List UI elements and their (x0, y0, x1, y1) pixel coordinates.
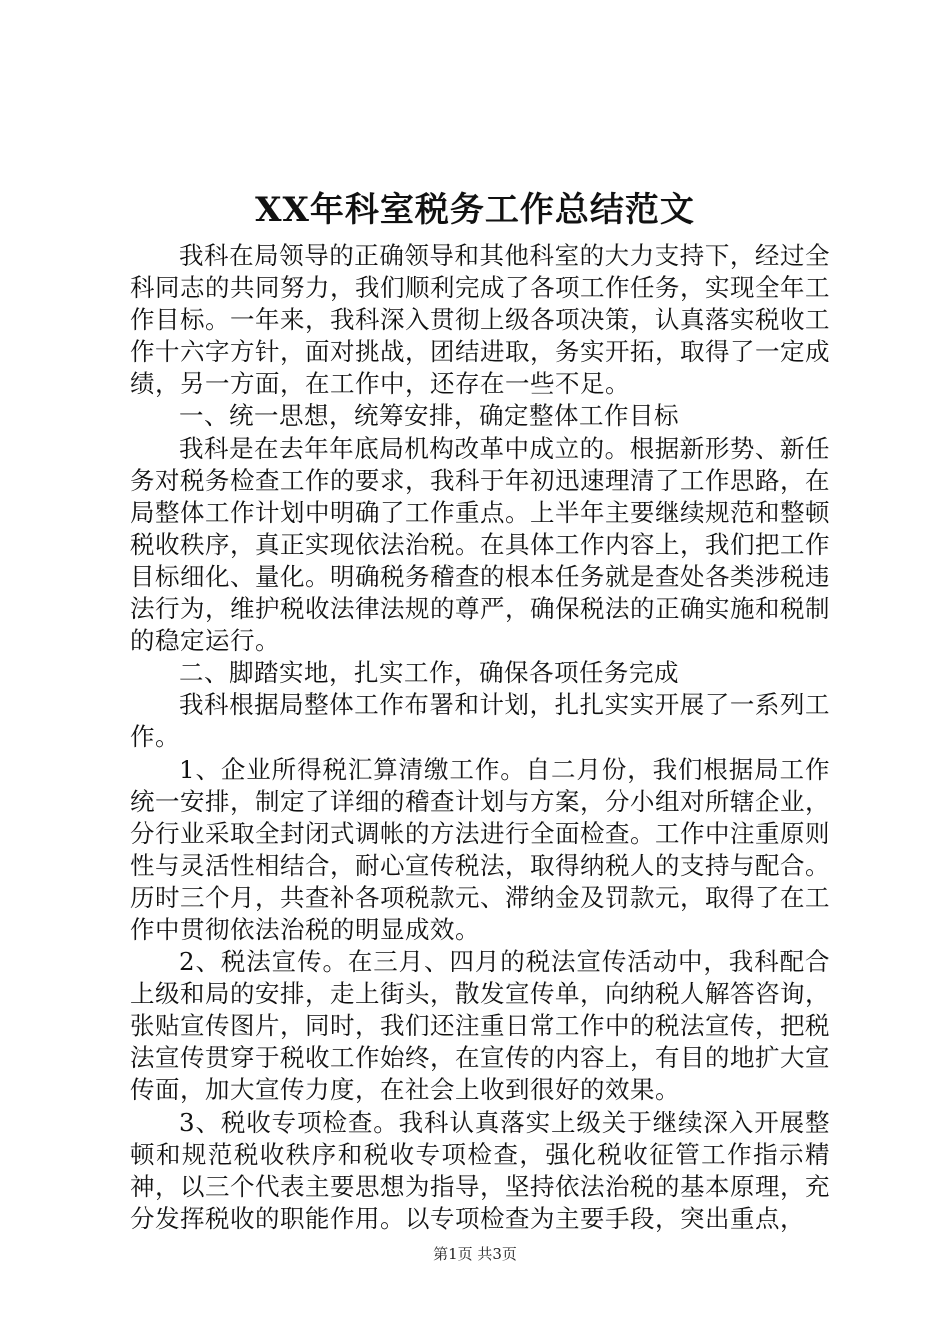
document-title: XX年科室税务工作总结范文 (255, 190, 695, 230)
document-body (130, 240, 830, 1235)
page-footer: 第1页 共3页 (433, 1245, 517, 1263)
item-1-paragraph: 1、企业所得税汇算清缴工作。自二月份，我们根据局工作统一安排，制定了详细的稽查计划与方案，分小组对所辖企业，分行业采取全封闭式调帐的方法进行全面检查。工作中注重原则性与灵活性相结合，耐心宣传税法，取得纳税人的支持与配合。历时三个月，共查补各项税款元、滞纳金及罚款元，取得了在工作中贯彻依法治税的明显成效。 (130, 754, 830, 944)
section-2-intro-paragraph: 我科根据局整体工作布署和计划，扎扎实实开展了一系列工作。 (130, 690, 830, 752)
intro-paragraph: 我科在局领导的正确领导和其他科室的大力支持下，经过全科同志的共同努力，我们顺利完成了各项工作任务，实现全年工作目标。一年来，我科深入贯彻上级各项决策，认真落实税收工作十六字方针，面对挑战，团结进取，务实开拓，取得了一定成绩，另一方面，在工作中，还存在一些不足。 (130, 241, 830, 399)
item-2-paragraph: 2、税法宣传。在三月、四月的税法宣传活动中，我科配合上级和局的安排，走上街头，散发宣传单，向纳税人解答咨询，张贴宣传图片，同时，我们还注重日常工作中的税法宣传，把税法宣传贯穿于税收工作始终，在宣传的内容上，有目的地扩大宣传面，加大宣传力度，在社会上收到很好的效果。 (130, 947, 830, 1105)
section-heading-2: 二、脚踏实地，扎实工作，确保各项任务完成 (179, 658, 679, 688)
section-heading-1: 一、统一思想，统筹安排，确定整体工作目标 (179, 401, 679, 431)
section-1-paragraph: 我科是在去年年底局机构改革中成立的。根据新形势、新任务对税务检查工作的要求，我科于年初迅速理清了工作思路，在局整体工作计划中明确了工作重点。上半年主要继续规范和整顿税收秩序，真正实现依法治税。在具体工作内容上，我们把工作目标细化、量化。明确税务稽查的根本任务就是查处各类涉税违法行为，维护税收法律法规的尊严，确保税法的正确实施和税制的稳定运行。 (130, 433, 830, 656)
item-3-paragraph: 3、税收专项检查。我科认真落实上级关于继续深入开展整顿和规范税收秩序和税收专项检查，强化税收征管工作指示精神，以三个代表主要思想为指导，坚持依法治税的基本原理，充分发挥税收的职能作用。以专项检查为主要手段，突出重点， (130, 1107, 830, 1233)
